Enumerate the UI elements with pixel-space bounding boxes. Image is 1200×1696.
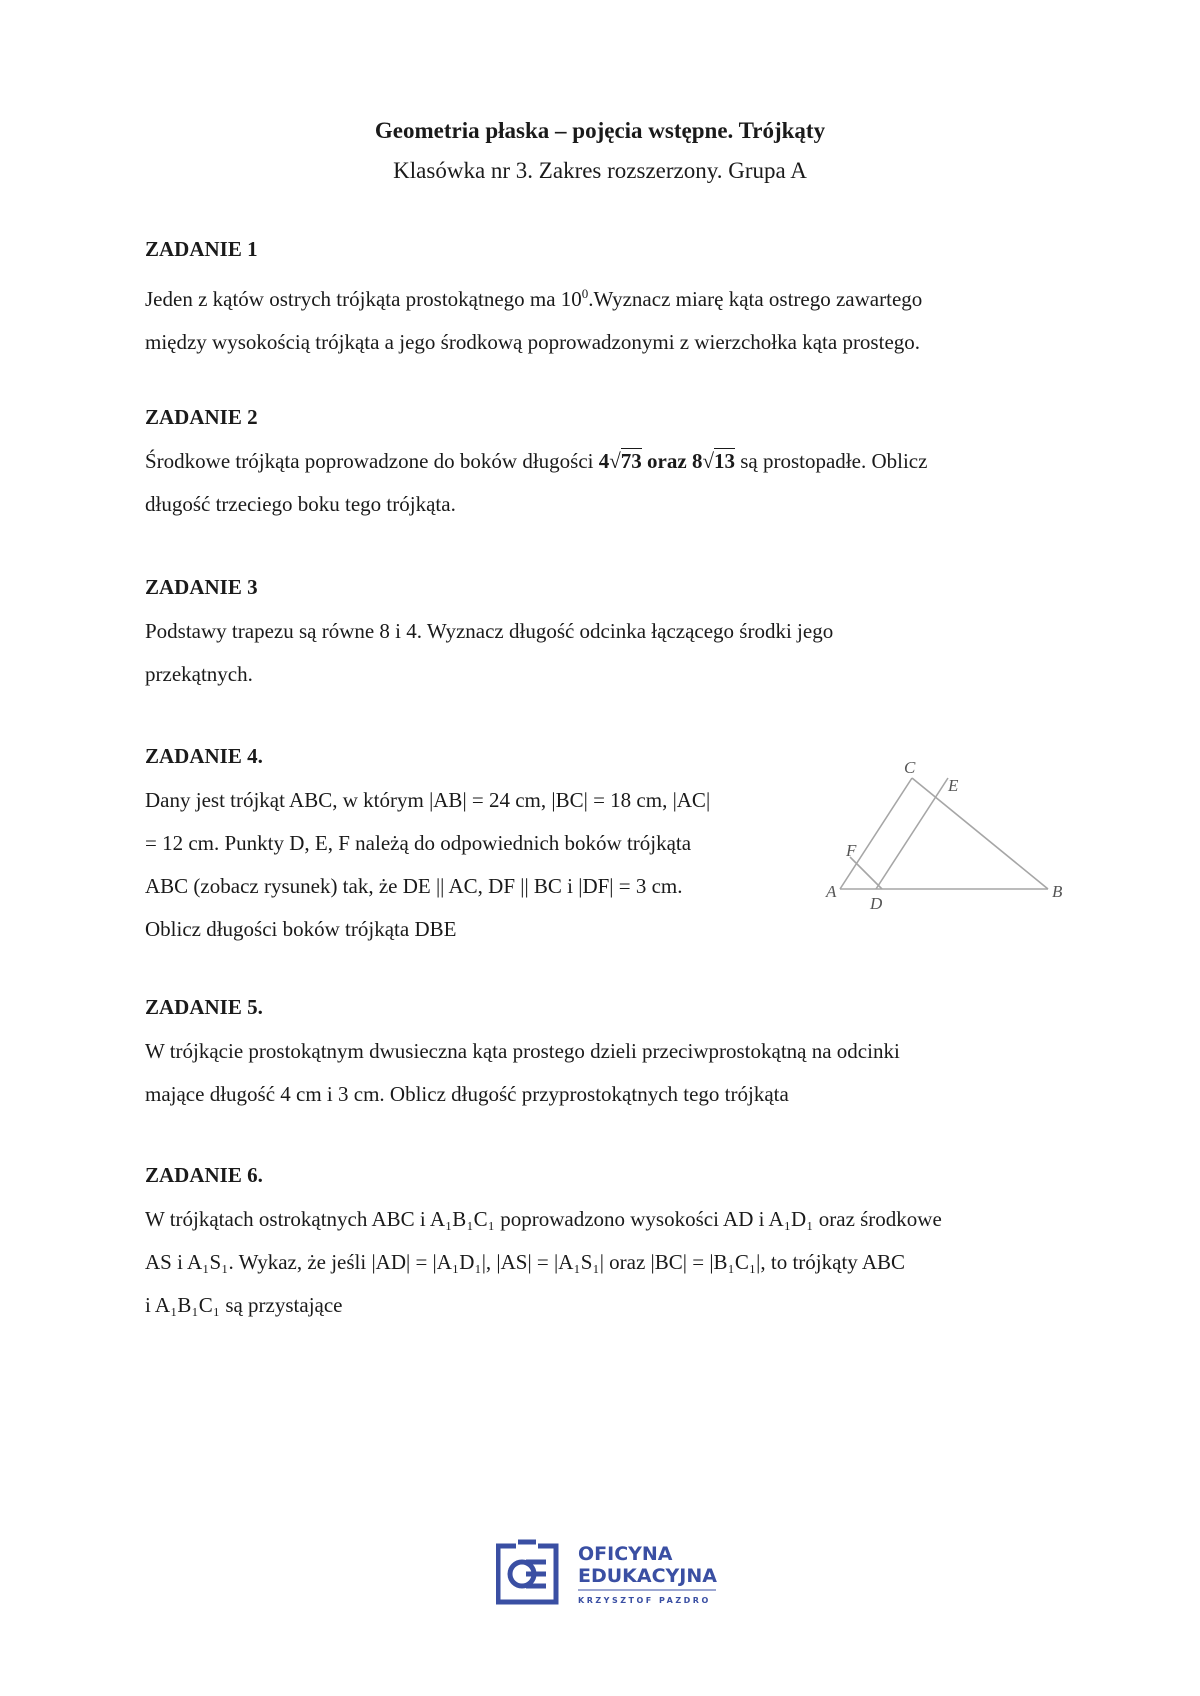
label-f: F <box>846 841 857 860</box>
task-3 <box>145 575 833 696</box>
task-text: Oblicz długości boków trójkąta DBE <box>145 917 457 941</box>
task-heading: ZADANIE 2 <box>145 405 258 429</box>
task-text: Podstawy trapezu są równe 8 i 4. Wyznacz długość odcinka łączącego środki jego <box>145 619 834 643</box>
side-bc <box>912 778 1048 889</box>
task-6 <box>145 1163 942 1327</box>
task-2 <box>145 405 927 526</box>
logo-line-3: KRZYSZTOF PAZDRO <box>578 1596 711 1605</box>
label-b: B <box>1052 882 1063 901</box>
label-d: D <box>870 894 883 912</box>
task-text: długość trzeciego boku tego trójkąta. <box>145 492 456 516</box>
segment-de <box>876 778 948 889</box>
logo-line-1: OFICYNA <box>578 1543 673 1565</box>
task-5 <box>145 995 900 1116</box>
label-e: E <box>948 776 959 795</box>
task-text: ABC (zobacz rysunek) tak, że DE || AC, DF || BC i |DF| = 3 cm. <box>145 874 683 898</box>
publisher-logo <box>496 1538 736 1608</box>
task-4 <box>145 744 710 951</box>
task-text: W trójkątach ostrokątnych ABC i A₁B₁C₁ poprowadzono wysokości AD i A₁D₁ oraz środkowe <box>145 1207 942 1231</box>
task-1 <box>145 237 922 364</box>
page-subtitle: Klasówka nr 3. Zakres rozszerzony. Grupa A <box>393 158 807 183</box>
task-text: przekątnych. <box>145 662 253 686</box>
task-text: Jeden z kątów ostrych trójkąta prostokątnego ma $10^0.Wyznacz$ miarę kąta ostrego zawartego <box>145 286 923 311</box>
task-text: Środkowe trójkąta poprowadzone do boków długości 4√73 oraz 8√13 są prostopadłe. Oblicz <box>145 449 928 473</box>
task-text: między wysokością trójkąta a jego środkową poprowadzonymi z wierzchołka kąta prostego. <box>145 330 921 354</box>
task-text: AS i A₁S₁. Wykaz, że jeśli |AD| = |A₁D₁|, |AS| = |A₁S₁| oraz |BC| = |B₁C₁|, to trójkąty ABC <box>145 1250 906 1274</box>
task-heading: ZADANIE 5. <box>145 995 263 1019</box>
oe-icon <box>498 1541 556 1602</box>
task-heading: ZADANIE 3 <box>145 575 258 599</box>
side-ac <box>840 778 912 889</box>
task-heading: ZADANIE 1 <box>145 237 258 261</box>
task-text: mające długość 4 cm i 3 cm. Oblicz długość przyprostokątnych tego trójkąta <box>145 1082 789 1106</box>
segment-df <box>850 857 882 889</box>
triangle-figure <box>820 762 1080 912</box>
logo-line-2: EDUKACYJNA <box>578 1565 717 1587</box>
task-text: Dany jest trójkąt ABC, w którym |AB| = 24 cm, |BC| = 18 cm, |AC| <box>145 788 711 812</box>
task-text: W trójkącie prostokątnym dwusieczna kąta prostego dzieli przeciwprostokątną na odcinki <box>145 1039 900 1063</box>
task-heading: ZADANIE 4. <box>145 744 263 768</box>
task-text: i A₁B₁C₁ są przystające <box>145 1293 343 1317</box>
page-title: Geometria płaska – pojęcia wstępne. Trójkąty <box>374 118 826 143</box>
task-text: = 12 cm. Punkty D, E, F należą do odpowiednich boków trójkąta <box>145 831 692 855</box>
label-c: C <box>904 762 916 777</box>
task-heading: ZADANIE 6. <box>145 1163 263 1187</box>
label-a: A <box>826 882 837 901</box>
